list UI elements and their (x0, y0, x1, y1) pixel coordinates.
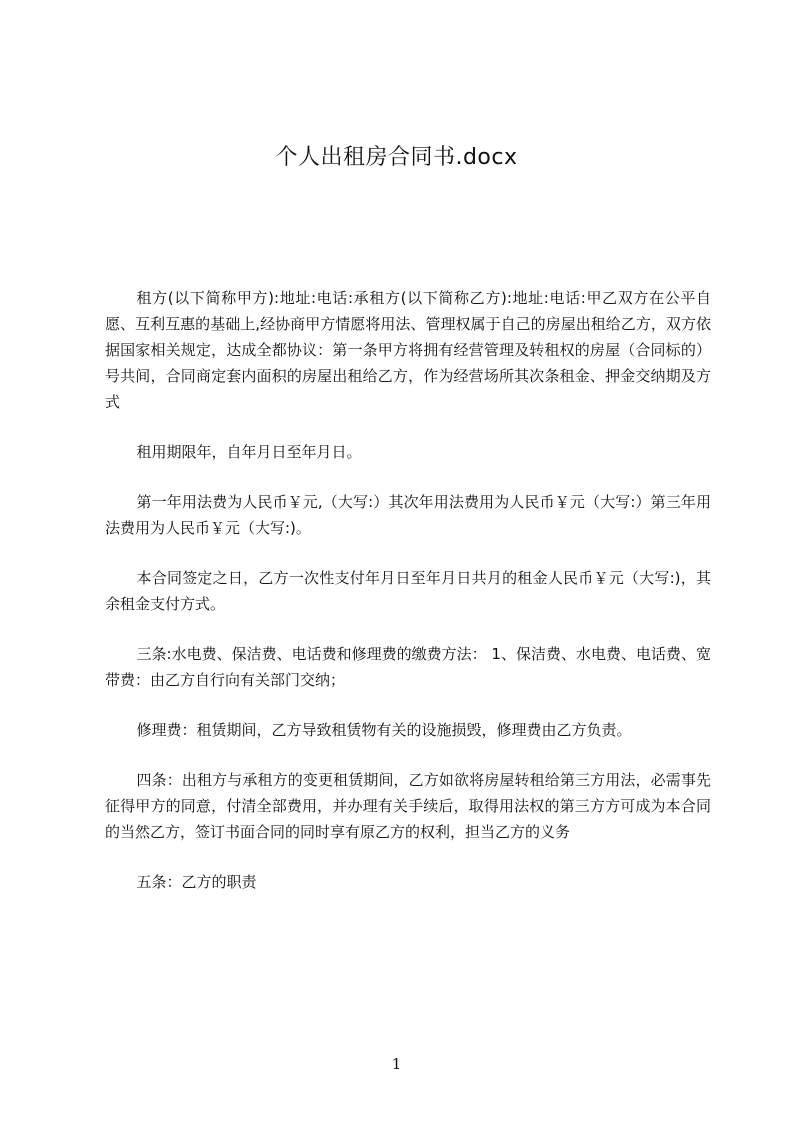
paragraph-usage-fees: 第一年用法费为人民币￥元,（大写:）其次年用法费用为人民币￥元（大写:）第三年用法费用为人民币￥元（大写:)。 (105, 493, 711, 537)
paragraph-parties: 租方(以下简称甲方):地址:电话:承租方(以下简称乙方):地址:电话:甲乙双方在公平自愿、互利互惠的基础上,经协商甲方情愿将用法、管理权属于自己的房屋出租给乙方，双方依据国家相关规定，达成全都协议：第一条甲方将拥有经营管理及转租权的房屋（合同标的）号共间，合同商定套内面积的房屋出租给乙方，作为经营场所其次条租金、押金交纳期及方式 (105, 289, 711, 411)
page-number: 1 (391, 1055, 402, 1073)
paragraph-article-five: 五条：乙方的职责 (136, 873, 257, 891)
document-title: 个人出租房合同书.docx (275, 145, 518, 170)
paragraph-article-four: 四条：出租方与承租方的变更租赁期间，乙方如欲将房屋转租给第三方用法，必需事先征得甲方的同意，付清全部费用，并办理有关手续后，取得用法权的第三方方可成为本合同的当然乙方，签订书面合同的同时享有原乙方的权利，担当乙方的义务 (105, 771, 711, 841)
paragraph-lease-term: 租用期限年，自年月日至年月日。 (136, 443, 362, 461)
document-body (105, 285, 711, 895)
paragraph-rent-payment: 本合同签定之日，乙方一次性支付年月日至年月日共月的租金人民币￥元（大写:)，其余租金支付方式。 (105, 569, 711, 613)
paragraph-article-three: 三条:水电费、保洁费、电话费和修理费的缴费方法： 1、保洁费、水电费、电话费、宽带费：由乙方自行向有关部门交纳； (105, 645, 711, 689)
paragraph-repair-fees: 修理费：租赁期间，乙方导致租赁物有关的设施损毁，修理费由乙方负责。 (136, 721, 632, 739)
